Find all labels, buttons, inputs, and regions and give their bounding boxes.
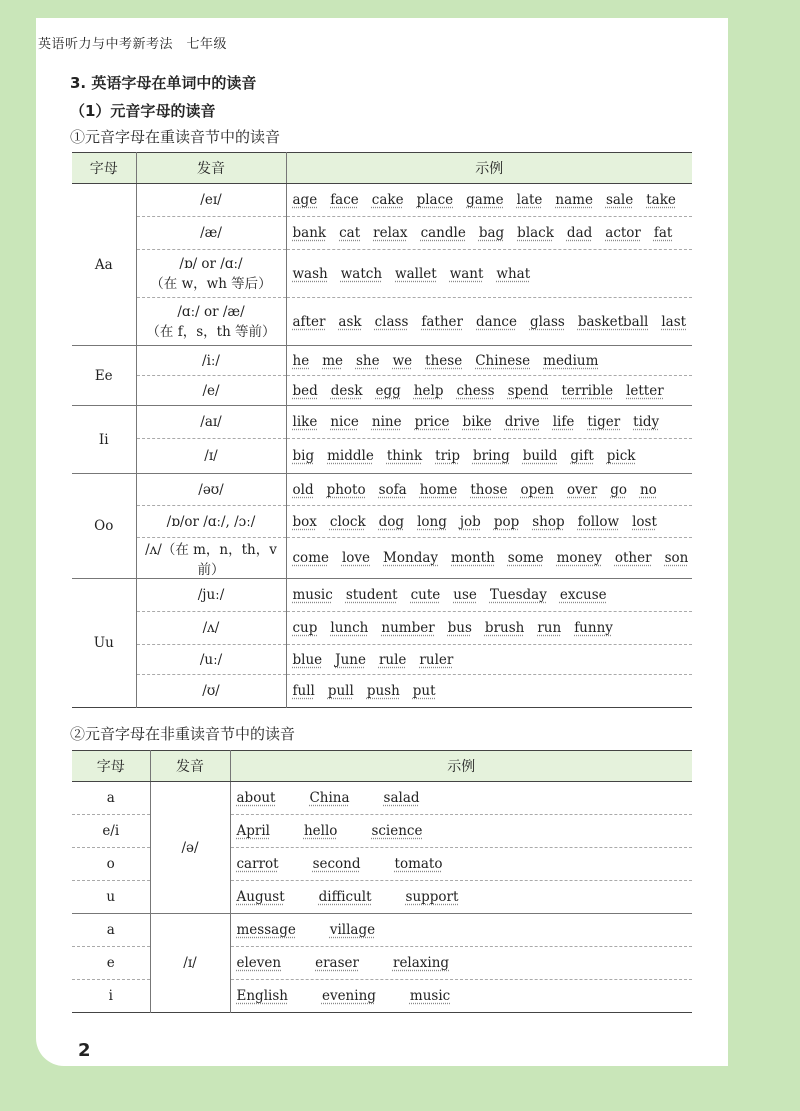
example-word: middle <box>327 448 374 464</box>
example-word: love <box>341 550 371 566</box>
examples-cell <box>230 881 692 914</box>
example-word: old <box>292 481 314 498</box>
example-word: late <box>516 192 543 208</box>
example-word: me <box>322 352 343 369</box>
letter-cell: Uu <box>72 579 136 708</box>
example-word: drive <box>504 414 540 430</box>
pronunciation-cell <box>136 376 286 406</box>
example-word: bike <box>462 414 492 430</box>
example-word: cake <box>371 192 404 208</box>
pronunciation-cell <box>136 474 286 506</box>
example-word: wallet <box>395 265 437 282</box>
unstressed-vowel-table <box>72 750 692 1013</box>
example-word: difficult <box>318 889 372 905</box>
pronunciation-symbol: /eɪ/ <box>200 192 222 208</box>
pronunciation-symbol: /əʊ/ <box>198 481 224 498</box>
pronunciation-note: （在 f，s，th 等前） <box>146 323 276 340</box>
pronunciation-symbol: /e/ <box>202 382 220 399</box>
example-word: gift <box>570 448 594 464</box>
examples-cell <box>286 346 692 376</box>
examples-cell <box>230 848 692 881</box>
example-word: other <box>614 550 652 566</box>
example-word: brush <box>484 620 525 636</box>
example-word: dad <box>566 225 593 241</box>
example-word: run <box>537 620 562 636</box>
examples-cell <box>286 506 692 538</box>
example-word: cup <box>292 620 318 636</box>
example-word: bed <box>292 382 318 399</box>
pronunciation-symbol: /uː/ <box>199 651 223 668</box>
examples-cell <box>286 612 692 645</box>
table1-caption: ①元音字母在重读音节中的读音 <box>70 128 281 146</box>
example-word: tomato <box>394 856 443 872</box>
pronunciation-cell <box>136 645 286 675</box>
pronunciation-symbol: /iː/ <box>202 352 220 369</box>
pronunciation-symbol: /ɒ/ or /ɑː/ <box>179 255 243 272</box>
examples-cell <box>286 675 692 708</box>
example-word: Tuesday <box>489 587 547 603</box>
examples-cell <box>230 914 692 947</box>
header-pronunciation: 发音 <box>136 153 286 184</box>
table-row <box>72 376 692 406</box>
letter-cell: Ee <box>72 346 136 406</box>
example-word: lost <box>632 513 657 530</box>
table-row <box>72 474 692 506</box>
example-word: son <box>664 550 689 566</box>
pronunciation-cell <box>136 298 286 346</box>
example-word: help <box>413 382 444 399</box>
example-word: life <box>552 414 575 430</box>
example-word: eleven <box>236 955 282 971</box>
pronunciation-cell <box>136 217 286 250</box>
example-word: funny <box>574 620 613 636</box>
example-word: hello <box>303 823 338 839</box>
pronunciation-cell <box>136 439 286 474</box>
example-word: come <box>292 550 329 566</box>
pronunciation-symbol: /ɪ/ <box>204 448 218 464</box>
example-word: big <box>292 448 315 464</box>
example-word: want <box>449 265 484 282</box>
pronunciation-cell <box>136 346 286 376</box>
pronunciation-cell: /ɪ/ <box>150 914 230 1013</box>
example-word: carrot <box>236 856 279 872</box>
example-word: class <box>374 313 409 330</box>
example-word: she <box>355 352 380 369</box>
example-word: father <box>421 313 463 330</box>
examples-cell <box>286 250 692 298</box>
example-word: dog <box>378 513 405 530</box>
pronunciation-symbol: /ɑː/ or /æ/ <box>177 303 245 320</box>
example-word: glass <box>529 313 565 330</box>
examples-cell <box>286 217 692 250</box>
pronunciation-cell <box>136 184 286 217</box>
example-word: lunch <box>330 620 369 636</box>
table-row <box>72 184 692 217</box>
example-word: after <box>292 313 326 330</box>
example-word: fat <box>653 225 673 241</box>
example-word: April <box>236 823 270 839</box>
example-word: shop <box>532 513 565 530</box>
pronunciation-cell <box>136 675 286 708</box>
example-word: age <box>292 192 318 208</box>
example-word: dance <box>476 313 517 330</box>
stressed-vowel-table <box>72 152 692 708</box>
example-word: second <box>312 856 361 872</box>
example-word: student <box>345 587 398 603</box>
example-word: about <box>236 790 276 806</box>
example-word: we <box>392 352 413 369</box>
example-word: month <box>451 550 495 566</box>
section-title: 3. 英语字母在单词中的读音 <box>70 74 257 92</box>
example-word: no <box>639 481 657 498</box>
example-word: China <box>309 790 350 806</box>
example-word: tiger <box>587 414 621 430</box>
table-row <box>72 612 692 645</box>
example-word: build <box>522 448 558 464</box>
example-word: relaxing <box>392 955 450 971</box>
example-word: pick <box>606 448 636 464</box>
example-word: open <box>520 481 554 498</box>
example-word: chess <box>456 382 495 399</box>
example-word: June <box>335 651 366 668</box>
table-row <box>72 346 692 376</box>
example-word: some <box>507 550 544 566</box>
example-word: put <box>412 683 436 699</box>
example-word: nine <box>371 414 402 430</box>
examples-cell <box>286 406 692 439</box>
table-row <box>72 675 692 708</box>
example-word: these <box>425 352 463 369</box>
example-word: full <box>292 683 315 699</box>
table-row <box>72 506 692 538</box>
letter-cell: Oo <box>72 474 136 579</box>
example-word: black <box>517 225 554 241</box>
example-word: name <box>555 192 593 208</box>
example-word: bag <box>478 225 505 241</box>
example-word: English <box>236 988 288 1004</box>
example-word: what <box>496 265 531 282</box>
examples-cell <box>286 439 692 474</box>
example-word: cat <box>339 225 361 241</box>
letter-cell: u <box>72 881 150 914</box>
header-letter: 字母 <box>72 751 150 782</box>
example-word: price <box>414 414 450 430</box>
table-row <box>72 298 692 346</box>
table-row <box>72 645 692 675</box>
table-row <box>72 439 692 474</box>
table-row <box>72 217 692 250</box>
pronunciation-symbol: /ʌ/ <box>202 620 220 636</box>
examples-cell <box>286 184 692 217</box>
letter-cell: Ii <box>72 406 136 474</box>
example-word: cute <box>410 587 441 603</box>
header-examples: 示例 <box>286 153 692 184</box>
letter-cell: Aa <box>72 184 136 346</box>
example-word: message <box>236 922 296 938</box>
example-word: music <box>292 587 333 603</box>
letter-cell: a <box>72 782 150 815</box>
example-word: rule <box>378 651 407 668</box>
pronunciation-cell: /ə/ <box>150 782 230 914</box>
examples-cell <box>230 980 692 1013</box>
examples-cell <box>286 474 692 506</box>
examples-cell <box>286 645 692 675</box>
pronunciation-cell <box>136 406 286 439</box>
table-row <box>72 782 692 815</box>
example-word: village <box>329 922 376 938</box>
example-word: evening <box>321 988 376 1004</box>
header-examples: 示例 <box>230 751 692 782</box>
example-word: bring <box>472 448 510 464</box>
example-word: those <box>470 481 508 498</box>
example-word: salad <box>383 790 420 806</box>
pronunciation-symbol: /ʊ/ <box>202 683 220 699</box>
examples-cell <box>286 538 692 579</box>
table2-caption: ②元音字母在非重读音节中的读音 <box>70 725 296 743</box>
example-word: tidy <box>633 414 660 430</box>
examples-cell <box>230 815 692 848</box>
example-word: sale <box>605 192 634 208</box>
pronunciation-note: （在 w，wh 等后） <box>150 275 272 292</box>
example-word: August <box>236 889 285 905</box>
example-word: think <box>386 448 423 464</box>
letter-cell: a <box>72 914 150 947</box>
pronunciation-symbol: /juː/ <box>197 587 225 603</box>
example-word: box <box>292 513 317 530</box>
example-word: spend <box>507 382 549 399</box>
example-word: support <box>405 889 459 905</box>
example-word: basketball <box>577 313 649 330</box>
example-word: follow <box>577 513 620 530</box>
pronunciation-cell <box>136 250 286 298</box>
example-word: bus <box>447 620 472 636</box>
example-word: bank <box>292 225 327 241</box>
example-word: letter <box>626 382 664 399</box>
example-word: wash <box>292 265 328 282</box>
example-word: long <box>417 513 447 530</box>
examples-cell <box>286 376 692 406</box>
example-word: music <box>409 988 451 1004</box>
table-row <box>72 579 692 612</box>
table-row <box>72 406 692 439</box>
example-word: over <box>567 481 598 498</box>
examples-cell <box>230 947 692 980</box>
example-word: ask <box>338 313 362 330</box>
pronunciation-symbol: /ɒ/or /ɑː/, /ɔː/ <box>166 513 256 530</box>
header-letter: 字母 <box>72 153 136 184</box>
example-word: use <box>453 587 477 603</box>
header-pronunciation: 发音 <box>150 751 230 782</box>
examples-cell <box>230 782 692 815</box>
table-row <box>72 250 692 298</box>
pronunciation-symbol: /ʌ/（在 m，n，th，v 前） <box>145 542 277 578</box>
letter-cell: o <box>72 848 150 881</box>
pronunciation-cell <box>136 506 286 538</box>
example-word: Chinese <box>475 352 531 369</box>
examples-cell <box>286 298 692 346</box>
pronunciation-symbol: /æ/ <box>200 225 222 241</box>
example-word: push <box>366 683 400 699</box>
example-word: excuse <box>559 587 607 603</box>
example-word: pop <box>493 513 520 530</box>
example-word: game <box>466 192 504 208</box>
running-head: 英语听力与中考新考法 七年级 <box>38 37 228 52</box>
example-word: watch <box>340 265 383 282</box>
example-word: take <box>646 192 676 208</box>
example-word: money <box>556 550 602 566</box>
examples-cell <box>286 579 692 612</box>
example-word: number <box>381 620 435 636</box>
example-word: eraser <box>315 955 359 971</box>
example-word: pull <box>327 683 354 699</box>
example-word: like <box>292 414 318 430</box>
example-word: science <box>371 823 423 839</box>
example-word: relax <box>373 225 408 241</box>
example-word: face <box>330 192 359 208</box>
pronunciation-cell <box>136 538 286 579</box>
example-word: blue <box>292 651 323 668</box>
example-word: nice <box>330 414 359 430</box>
example-word: home <box>419 481 458 498</box>
pronunciation-symbol: /aɪ/ <box>200 414 222 430</box>
example-word: desk <box>330 382 363 399</box>
letter-cell: e/i <box>72 815 150 848</box>
example-word: photo <box>326 481 366 498</box>
table-row <box>72 538 692 579</box>
page-number: 2 <box>78 1040 91 1061</box>
example-word: place <box>416 192 454 208</box>
pronunciation-cell <box>136 579 286 612</box>
example-word: medium <box>543 352 599 369</box>
example-word: terrible <box>561 382 614 399</box>
table-row <box>72 914 692 947</box>
example-word: he <box>292 352 310 369</box>
subsection-title: （1）元音字母的读音 <box>70 102 216 120</box>
letter-cell: i <box>72 980 150 1013</box>
example-word: ruler <box>419 651 454 668</box>
example-word: egg <box>375 382 401 399</box>
example-word: trip <box>435 448 460 464</box>
example-word: last <box>661 313 687 330</box>
letter-cell: e <box>72 947 150 980</box>
example-word: sofa <box>378 481 407 498</box>
example-word: actor <box>605 225 641 241</box>
example-word: candle <box>420 225 466 241</box>
example-word: Monday <box>383 550 439 566</box>
example-word: go <box>610 481 627 498</box>
example-word: clock <box>329 513 366 530</box>
example-word: job <box>459 513 481 530</box>
pronunciation-cell <box>136 612 286 645</box>
